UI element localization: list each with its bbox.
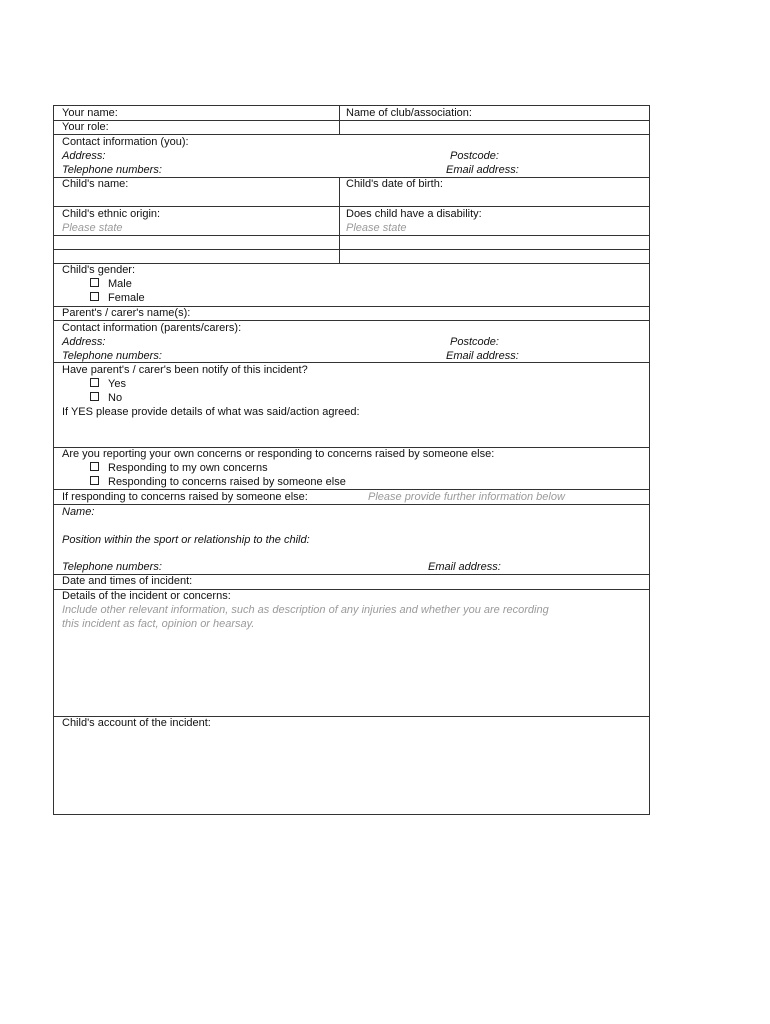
incident-details-field[interactable] xyxy=(53,590,650,717)
child-name-label: Child's name: xyxy=(62,178,129,190)
child-ethnic-label: Child's ethnic origin: xyxy=(62,208,161,220)
someone-else-email-label: Email address: xyxy=(428,561,501,573)
blank-cell-left-2[interactable] xyxy=(54,250,340,263)
someone-else-position-label: Position within the sport or relationship to the child: xyxy=(62,534,310,546)
row-ethnic-disability xyxy=(53,207,650,236)
gender-female-label: Female xyxy=(108,292,145,304)
incident-details-label: Details of the incident or concerns: xyxy=(62,590,231,602)
contact-parents-telephone-label: Telephone numbers: xyxy=(62,350,162,362)
contact-you-postcode-label: Postcode: xyxy=(450,150,499,162)
child-name-field[interactable] xyxy=(54,178,340,206)
club-name-field[interactable] xyxy=(339,106,649,120)
checkbox-male[interactable] xyxy=(90,278,99,287)
club-name-label: Name of club/association: xyxy=(346,107,472,119)
blank-cell-right-2[interactable] xyxy=(339,250,649,263)
child-disability-hint: Please state xyxy=(346,222,407,234)
your-name-label: Your name: xyxy=(62,107,118,119)
gender-male-label: Male xyxy=(108,278,132,290)
incident-details-hint-2: this incident as fact, opinion or hearsay. xyxy=(62,618,255,630)
incident-report-form xyxy=(53,105,650,815)
parent-names-field[interactable] xyxy=(53,307,650,321)
incident-date-field[interactable] xyxy=(53,575,650,590)
someone-else-row xyxy=(53,490,650,505)
notified-yes-label: Yes xyxy=(108,378,126,390)
child-account-label: Child's account of the incident: xyxy=(62,717,211,729)
row-role xyxy=(53,121,650,135)
your-role-label: Your role: xyxy=(62,121,109,133)
reporting-option-own[interactable] xyxy=(90,462,268,475)
notified-question: Have parent's / carer's been notify of this incident? xyxy=(62,364,308,376)
gender-option-female[interactable] xyxy=(90,292,145,305)
reporting-section xyxy=(53,448,650,490)
someone-else-hint: Please provide further information below xyxy=(368,491,565,503)
contact-you-telephone-label: Telephone numbers: xyxy=(62,164,162,176)
checkbox-other-concerns[interactable] xyxy=(90,476,99,485)
notified-section xyxy=(53,363,650,448)
child-disability-field[interactable] xyxy=(339,207,649,235)
blank-row-1 xyxy=(53,236,650,250)
blank-row-2 xyxy=(53,250,650,264)
contact-you-email-label: Email address: xyxy=(446,164,519,176)
child-disability-label: Does child have a disability: xyxy=(346,208,482,220)
checkbox-yes[interactable] xyxy=(90,378,99,387)
incident-details-hint-1: Include other relevant information, such as description of any injuries and whether you are recording xyxy=(62,604,549,616)
reporting-own-label: Responding to my own concerns xyxy=(108,462,268,474)
notified-no-label: No xyxy=(108,392,123,404)
contact-parents-email-label: Email address: xyxy=(446,350,519,362)
reporting-other-label: Responding to concerns raised by someone else xyxy=(108,476,346,488)
gender-option-male[interactable] xyxy=(90,278,132,291)
contact-parents-heading: Contact information (parents/carers): xyxy=(62,322,242,334)
someone-else-telephone-label: Telephone numbers: xyxy=(62,561,162,573)
child-account-field[interactable] xyxy=(53,717,650,815)
reporting-option-other[interactable] xyxy=(90,476,346,489)
child-dob-label: Child's date of birth: xyxy=(346,178,443,190)
someone-else-label: If responding to concerns raised by someone else: xyxy=(62,491,308,503)
child-dob-field[interactable] xyxy=(339,178,649,206)
gender-label: Child's gender: xyxy=(62,264,136,276)
notified-details-label: If YES please provide details of what was said/action agreed: xyxy=(62,406,360,418)
role-right-cell[interactable] xyxy=(339,121,649,134)
checkbox-own-concerns[interactable] xyxy=(90,462,99,471)
row-name-club xyxy=(53,105,650,121)
child-ethnic-field[interactable] xyxy=(54,207,340,235)
notified-option-no[interactable] xyxy=(90,392,122,405)
contact-you-heading: Contact information (you): xyxy=(62,136,189,148)
blank-cell-left-1[interactable] xyxy=(54,236,340,249)
contact-you-address-label: Address: xyxy=(62,150,106,162)
contact-parents-address-label: Address: xyxy=(62,336,106,348)
incident-date-label: Date and times of incident: xyxy=(62,575,193,587)
notified-option-yes[interactable] xyxy=(90,378,126,391)
checkbox-female[interactable] xyxy=(90,292,99,301)
gender-section xyxy=(53,264,650,307)
parent-names-label: Parent's / carer's name(s): xyxy=(62,307,191,319)
blank-cell-right-1[interactable] xyxy=(339,236,649,249)
someone-else-details[interactable] xyxy=(53,505,650,575)
checkbox-no[interactable] xyxy=(90,392,99,401)
child-ethnic-hint: Please state xyxy=(62,222,123,234)
row-child-name-dob xyxy=(53,178,650,207)
contact-parents-section[interactable] xyxy=(53,321,650,363)
your-role-field[interactable] xyxy=(54,121,340,134)
contact-parents-postcode-label: Postcode: xyxy=(450,336,499,348)
contact-you-section[interactable] xyxy=(53,135,650,178)
reporting-question: Are you reporting your own concerns or responding to concerns raised by someone else: xyxy=(62,448,495,460)
someone-else-name-label: Name: xyxy=(62,506,95,518)
your-name-field[interactable] xyxy=(54,106,340,120)
